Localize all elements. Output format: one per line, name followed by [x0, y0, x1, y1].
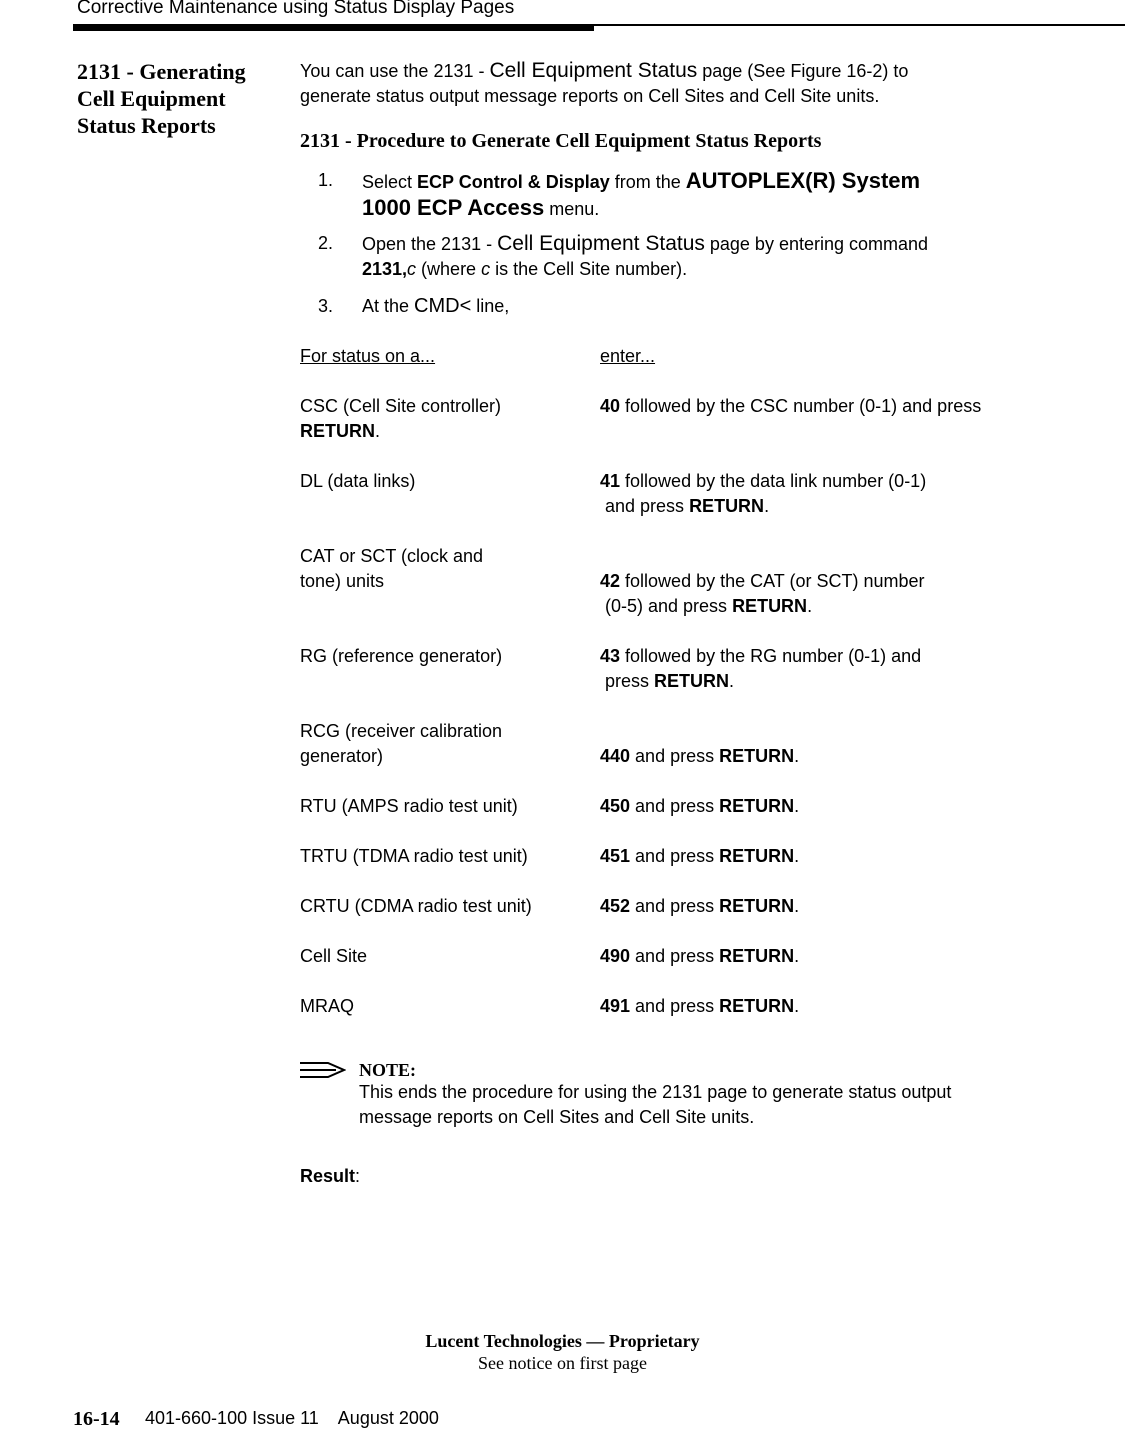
row-text: and press: [630, 846, 720, 866]
table-row-dl-action: [600, 469, 926, 494]
row-punct: .: [764, 496, 770, 516]
return-key: RETURN: [732, 596, 808, 616]
step-2-line-2: [362, 257, 1062, 282]
step-3-number: 3.: [318, 296, 334, 316]
header-rule-thick: [73, 24, 594, 31]
step-1-pre: Select: [362, 172, 418, 192]
menu-name-autoplex: AUTOPLEX(R) System: [685, 168, 921, 193]
table-row-mraq-label: MRAQ: [300, 996, 354, 1016]
code-450: 450: [600, 796, 631, 816]
intro-text-2: page (See Figure 16-2) to: [697, 61, 909, 81]
return-key: RETURN: [689, 496, 765, 516]
table-row-cat-label-1: CAT or SCT (clock and: [300, 546, 484, 566]
result-label: [300, 1166, 360, 1187]
table-row-cell-site-action: [600, 944, 799, 969]
table-row-dl-label: DL (data links): [300, 471, 416, 491]
row-text: and press: [600, 496, 690, 516]
row-text: followed by the CSC number (0-1) and press: [620, 396, 982, 416]
step-2-pre: Open the 2131 -: [362, 234, 498, 254]
row-text: followed by the data link number (0-1): [620, 471, 927, 491]
code-451: 451: [600, 846, 631, 866]
row-text: and press: [630, 896, 720, 916]
intro-line-1: [300, 58, 1060, 84]
note-line-2: message reports on Cell Sites and Cell Site units.: [359, 1107, 755, 1127]
table-row-dl-cont: [600, 494, 769, 519]
table-row-rcg-label-1: RCG (receiver calibration: [300, 721, 503, 741]
cmd-prompt: CMD<: [414, 295, 472, 317]
table-row-rg-cont: [600, 669, 734, 694]
code-490: 490: [600, 946, 631, 966]
table-row-rtu-label: RTU (AMPS radio test unit): [300, 796, 518, 816]
table-row-rcg-label-2: generator): [300, 746, 384, 766]
table-row-rg-action: [600, 644, 921, 669]
command-variable: c: [407, 259, 417, 279]
note-line-1: This ends the procedure for using the 2131 page to generate status output: [359, 1082, 952, 1102]
row-text: and press: [630, 746, 720, 766]
table-row-csc-action: [600, 394, 981, 419]
step-2-page-name: Cell Equipment Status: [497, 232, 705, 255]
code-440: 440: [600, 746, 631, 766]
note-label: NOTE:: [359, 1060, 417, 1080]
table-row-rcg-action: [600, 744, 799, 769]
intro-line-2: generate status output message reports on Cell Sites and Cell Site units.: [300, 86, 880, 106]
header-rule-thin: [594, 24, 1125, 26]
return-key: RETURN: [719, 896, 795, 916]
row-text: press: [600, 671, 655, 691]
table-header-status: For status on a...: [300, 346, 436, 366]
table-row-crtu-label: CRTU (CDMA radio test unit): [300, 896, 532, 916]
code-42: 42: [600, 571, 621, 591]
table-row-cell-site-label: Cell Site: [300, 946, 368, 966]
row-punct: .: [794, 846, 800, 866]
footer-notice: See notice on first page: [478, 1353, 647, 1373]
row-punct: .: [794, 946, 800, 966]
row-punct: .: [794, 996, 800, 1016]
return-key: RETURN: [719, 846, 795, 866]
intro-text: You can use the 2131 -: [300, 61, 490, 81]
table-row-csc-cont: [300, 419, 380, 444]
return-key: RETURN: [719, 796, 795, 816]
menu-item-ecp-control: ECP Control & Display: [417, 172, 610, 192]
step-2-post-1: (where: [416, 259, 482, 279]
footer-proprietary: Lucent Technologies — Proprietary: [425, 1331, 700, 1351]
intro-paragraph: [300, 58, 1060, 109]
row-punct: .: [794, 796, 800, 816]
row-punct: .: [794, 746, 800, 766]
table-row-rg-label: RG (reference generator): [300, 646, 503, 666]
row-punct: .: [794, 896, 800, 916]
return-key: RETURN: [719, 946, 795, 966]
row-text: (0-5) and press: [600, 596, 733, 616]
note-arrow-icon: [300, 1062, 346, 1078]
row-text: and press: [630, 796, 720, 816]
running-header: Corrective Maintenance using Status Display Pages: [77, 0, 515, 18]
step-3-text: [362, 294, 1062, 319]
code-491: 491: [600, 996, 631, 1016]
step-2-line-1: [362, 231, 1062, 257]
row-text: and press: [630, 996, 720, 1016]
step-1-line-2: [362, 195, 1062, 222]
step-1-text: [362, 168, 1062, 222]
table-row-crtu-action: [600, 894, 799, 919]
result-colon: :: [355, 1166, 361, 1186]
variable-c: c: [481, 259, 491, 279]
table-row-rtu-action: [600, 794, 799, 819]
intro-page-name: Cell Equipment Status: [489, 59, 698, 82]
table-row-cat-label-2: tone) units: [300, 571, 385, 591]
step-2-post-2: is the Cell Site number).: [490, 259, 688, 279]
code-41: 41: [600, 471, 621, 491]
procedure-heading: 2131 - Procedure to Generate Cell Equipment Status Reports: [300, 130, 822, 152]
result-word: Result: [300, 1166, 356, 1186]
step-1-mid: from the: [609, 172, 686, 192]
code-43: 43: [600, 646, 621, 666]
table-row-cat-action: [600, 569, 924, 594]
note-text: [359, 1080, 1079, 1130]
row-text: followed by the CAT (or SCT) number: [620, 571, 925, 591]
return-key: RETURN: [719, 996, 795, 1016]
side-heading-line-1: 2131 - Generating: [77, 59, 246, 84]
table-row-csc-label: CSC (Cell Site controller): [300, 396, 502, 416]
step-1-number: 1.: [318, 170, 334, 190]
row-text: followed by the RG number (0-1) and: [620, 646, 922, 666]
step-2-number: 2.: [318, 233, 334, 253]
step-2-mid: page by entering command: [704, 234, 929, 254]
table-row-trtu-label: TRTU (TDMA radio test unit): [300, 846, 528, 866]
table-row-cat-cont: [600, 594, 812, 619]
footer-page-number: 16-14: [73, 1408, 120, 1430]
row-punct: .: [729, 671, 735, 691]
step-3-post: line,: [471, 296, 510, 316]
table-row-trtu-action: [600, 844, 799, 869]
table-header-enter: enter...: [600, 346, 656, 366]
step-1-line-1: [362, 168, 1062, 195]
side-heading-line-2: Cell Equipment: [77, 86, 226, 111]
return-key: RETURN: [654, 671, 730, 691]
command-2131: 2131,: [362, 259, 408, 279]
footer-doc-info: 401-660-100 Issue 11 August 2000: [145, 1408, 439, 1428]
table-row-mraq-action: [600, 994, 799, 1019]
step-1-post: menu.: [544, 199, 600, 219]
step-3-pre: At the: [362, 296, 415, 316]
return-key: RETURN: [300, 421, 375, 441]
code-452: 452: [600, 896, 631, 916]
step-2-text: [362, 231, 1062, 282]
code-40: 40: [600, 396, 621, 416]
row-punct: .: [375, 421, 381, 441]
row-text: and press: [630, 946, 720, 966]
side-heading-line-3: Status Reports: [77, 113, 216, 138]
side-heading: [77, 58, 277, 139]
return-key: RETURN: [719, 746, 795, 766]
row-punct: .: [807, 596, 813, 616]
menu-name-ecp-access: 1000 ECP Access: [362, 195, 545, 220]
